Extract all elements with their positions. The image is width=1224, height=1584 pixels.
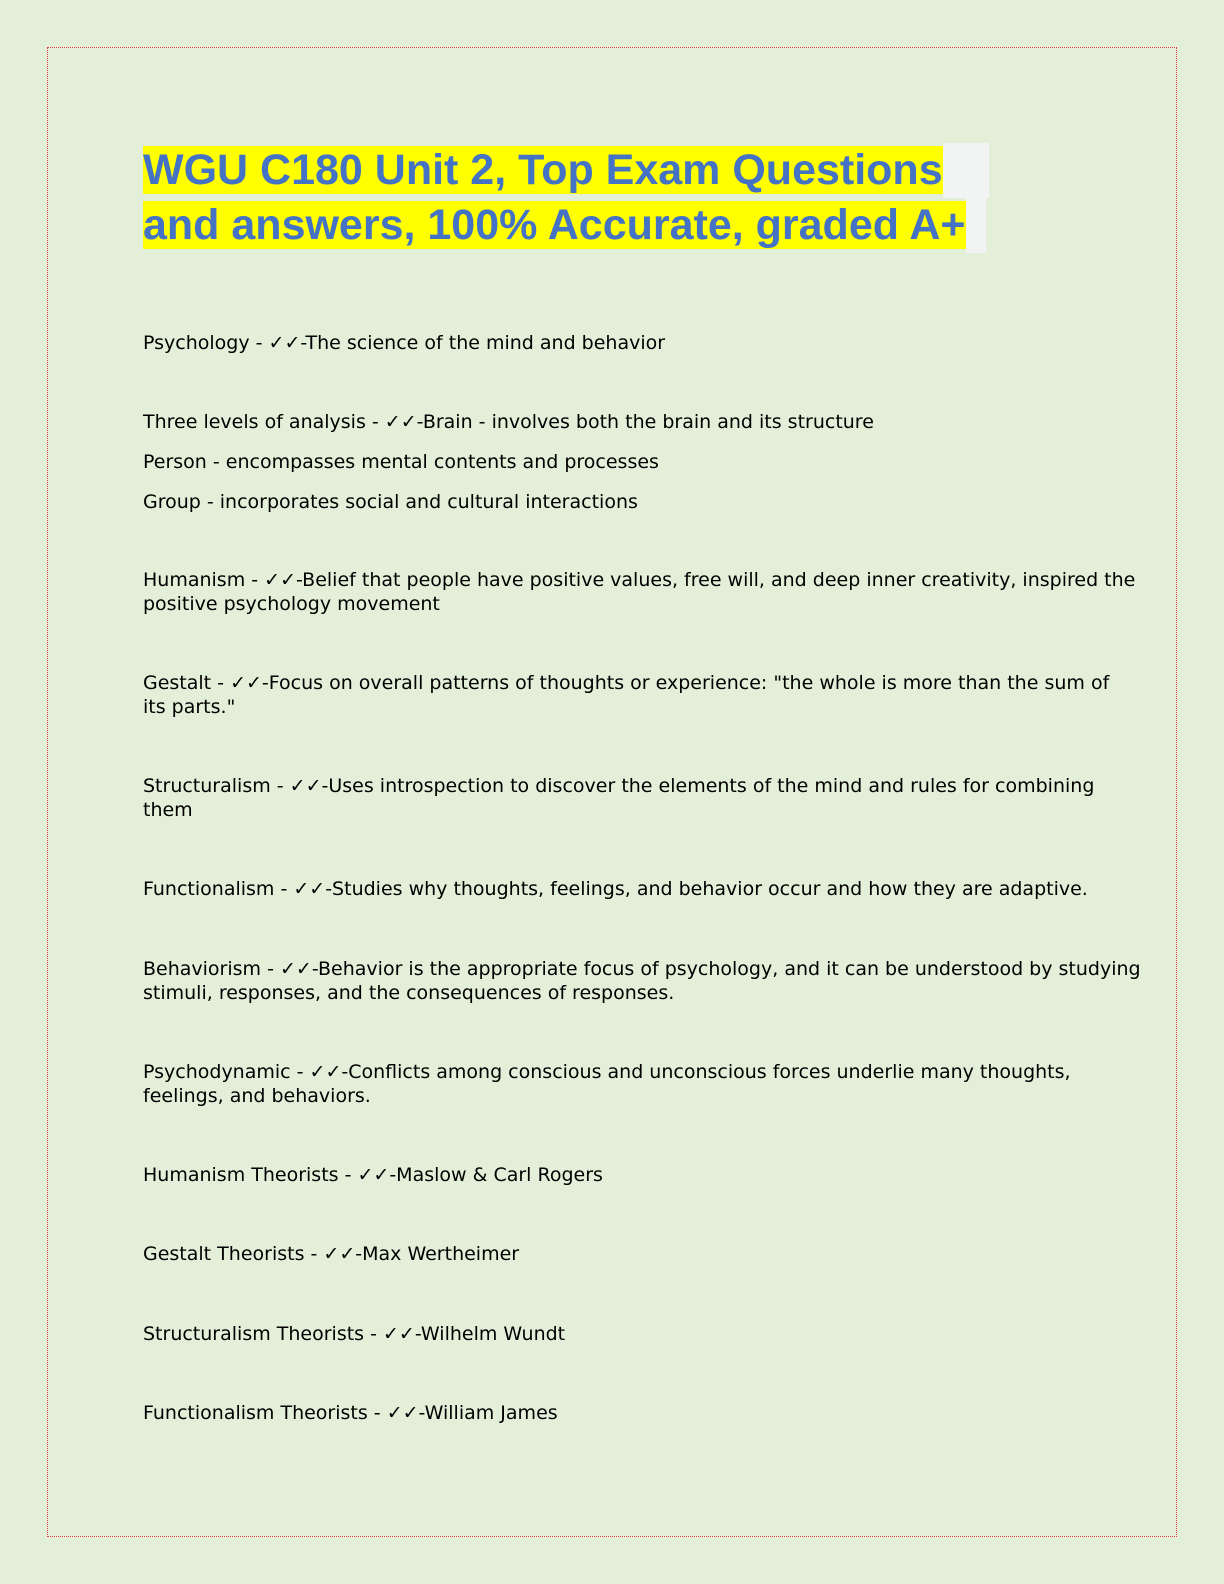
answer-extra-line: Person - encompasses mental contents and processes <box>143 451 659 473</box>
title-line-2: and answers, 100% Accurate, graded A+ <box>143 198 1083 253</box>
answer: -Focus on overall patterns of thoughts or experience: "the whole is more than the sum of <box>261 672 1110 694</box>
term: Humanism - <box>143 569 265 591</box>
term: Gestalt Theorists - <box>143 1243 324 1265</box>
double-check-icon: ✓✓ <box>323 1243 356 1265</box>
answer: -Belief that people have positive values, free will, and deep inner creativity, inspired the <box>296 569 1136 591</box>
double-check-icon: ✓✓ <box>268 332 301 354</box>
qa-entry-structuralism-theorists <box>143 1322 1083 1346</box>
answer: -Studies why thoughts, feelings, and behavior occur and how they are adaptive. <box>325 878 1088 900</box>
title-highlight-pad <box>943 143 989 198</box>
double-check-icon: ✓✓ <box>264 569 296 591</box>
answer: -William James <box>418 1402 558 1424</box>
term: Structuralism Theorists - <box>143 1323 383 1345</box>
answer: -Behavior is the appropriate focus of psychology, and it can be understood by studying <box>311 958 1141 980</box>
qa-entry-humanism <box>143 568 1136 616</box>
answer-continuation: positive psychology movement <box>143 593 440 615</box>
qa-entry-psychodynamic <box>143 1060 1083 1108</box>
answer-continuation: stimuli, responses, and the consequences of responses. <box>143 982 675 1004</box>
answer: -Max Wertheimer <box>355 1243 520 1265</box>
double-check-icon: ✓✓ <box>309 1061 342 1083</box>
answer-continuation: feelings, and behaviors. <box>143 1085 371 1107</box>
double-check-icon: ✓✓ <box>383 1323 415 1345</box>
double-check-icon: ✓✓ <box>280 958 312 980</box>
term: Psychodynamic - <box>143 1061 310 1083</box>
qa-entry-gestalt <box>143 671 1110 719</box>
qa-entry-gestalt-theorists <box>143 1242 1083 1266</box>
answer: -Wilhelm Wundt <box>414 1323 566 1345</box>
double-check-icon: ✓✓ <box>293 878 326 900</box>
term: Behaviorism - <box>143 958 280 980</box>
qa-entry-functionalism <box>143 877 1088 901</box>
term: Structuralism - <box>143 775 290 797</box>
answer: -Uses introspection to discover the elements of the mind and rules for combining <box>321 775 1095 797</box>
answer: -Brain - involves both the brain and its structure <box>416 411 874 433</box>
term: Functionalism Theorists - <box>143 1402 387 1424</box>
qa-entry-structuralism <box>143 774 1095 822</box>
double-check-icon: ✓✓ <box>289 775 322 797</box>
qa-entry-behaviorism <box>143 957 1141 1005</box>
document-title <box>143 143 1083 253</box>
double-check-icon: ✓✓ <box>384 411 417 433</box>
double-check-icon: ✓✓ <box>386 1402 419 1424</box>
term: Psychology - <box>143 332 269 354</box>
double-check-icon: ✓✓ <box>357 1164 390 1186</box>
term: Humanism Theorists - <box>143 1164 358 1186</box>
answer-extra-line: Group - incorporates social and cultural interactions <box>143 491 638 513</box>
double-check-icon: ✓✓ <box>230 672 262 694</box>
qa-entry-three-levels <box>143 410 1083 514</box>
answer: -The science of the mind and behavior <box>300 332 666 354</box>
qa-entry-functionalism-theorists <box>143 1401 1083 1425</box>
term: Gestalt - <box>143 672 231 694</box>
answer-continuation: its parts." <box>143 696 236 718</box>
answer: -Maslow & Carl Rogers <box>389 1164 603 1186</box>
term: Functionalism - <box>143 878 294 900</box>
qa-entry-humanism-theorists <box>143 1163 1083 1187</box>
title-highlight-pad <box>966 198 986 253</box>
title-line-1: WGU C180 Unit 2, Top Exam Questions <box>143 143 1083 198</box>
qa-entry-psychology <box>143 331 1083 355</box>
answer-continuation: them <box>143 799 193 821</box>
term: Three levels of analysis - <box>143 411 385 433</box>
answer: -Conflicts among conscious and unconscious forces underlie many thoughts, <box>341 1061 1071 1083</box>
